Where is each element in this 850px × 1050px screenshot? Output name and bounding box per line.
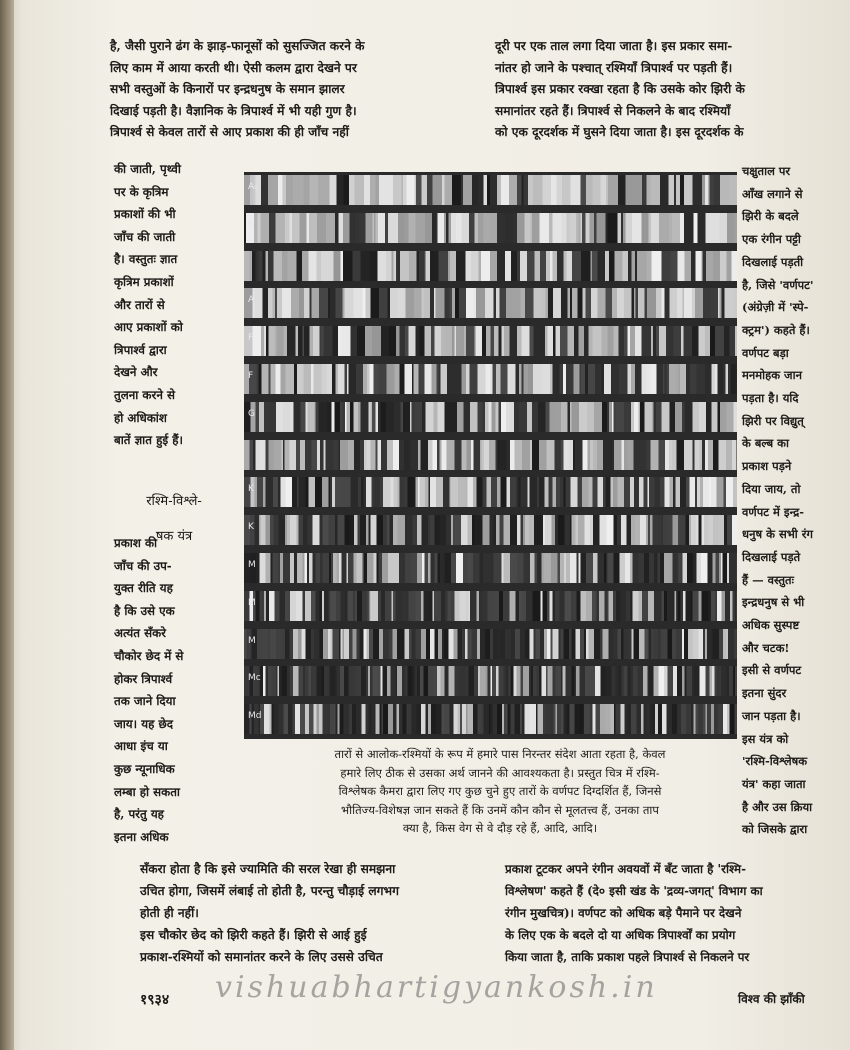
text-line: आए प्रकाशों को [114,320,183,335]
text-line: और चटक! [742,640,790,655]
bottom-right-paragraph [505,858,763,968]
spectrum-strip [244,326,737,356]
text-line: है, परंतु यह [114,807,164,822]
left-column-text [114,158,183,452]
text-line: त्रिपार्श्व इस प्रकार रक्खा रहता है कि उसके कोर झिरी के [495,82,745,96]
text-line: (अंग्रेज़ी में 'स्पे- [742,300,809,315]
text-line: लम्बा हो सकता [114,784,180,799]
text-line: इतना सुंदर [742,686,787,701]
text-line: आँख लगाने से [742,186,803,201]
text-line: प्रकाश-रश्मियों को समानांतर करने के लिए उससे उचित [140,950,383,964]
text-line: और तारों से [114,297,165,312]
text-line: लिए काम में आया करती थी। ऐसी कलम द्वारा देखने पर [110,60,357,75]
text-line: समानांतर रहते हैं। त्रिपार्श्व से निकलने के बाद रश्मियाँ [495,103,731,118]
spectrum-strip [244,477,737,507]
text-line: तक जाने दिया [114,694,176,709]
text-line: चक्षुताल पर [742,164,791,178]
spectrum-strip [244,553,737,583]
text-line: झिरी के बदले [742,209,799,224]
text-line: इन्द्रधनुष से भी [742,595,805,610]
caption-line: विश्लेषक कैमरा द्वारा लिए गए कुछ चुने हुए तारों के वर्णपट दिग्दर्शित हैं, जिनसे [338,784,662,798]
spectrum-label: K [248,522,254,532]
spectrum-label: A [248,295,255,305]
text-line: होकर त्रिपार्श्व [114,671,173,686]
text-line: जाँच की उप- [114,558,172,573]
text-line: के लिए एक के बदले दो या अधिक त्रिपार्श्वों का प्रयोग [505,928,736,942]
text-line: प्रकाश पड़ने [742,459,792,474]
text-line: हैं — वस्तुतः [742,572,794,587]
right-column-text [742,160,813,841]
spectrum-label: A₀ [248,182,258,192]
spectrum-strip [244,213,737,243]
text-line: बातें ज्ञात हुई हैं। [114,433,183,448]
text-line: प्रकाश की [114,536,158,550]
text-line: उचित होगा, जिसमें लंबाई तो होती है, परन्तु चौड़ाई लगभग [140,884,399,898]
text-line: तुलना करने से [114,387,175,402]
spectrum-label: F [248,371,254,381]
text-line: कृत्रिम प्रकाशों [114,274,174,289]
text-line: जान पड़ता है। [742,708,801,723]
text-line: सँकरा होता है कि इसे ज्यामिति की सरल रेखा ही समझना [140,862,396,876]
text-line: है और उस क्रिया [742,799,813,814]
text-line: यंत्र' कहा जाता [742,776,806,791]
spectrum-strip [244,288,737,318]
text-line: विश्लेषण' कहते हैं (दे० इसी खंड के 'द्रव्य-जगत्' विभाग का [505,884,763,898]
text-line: को एक दूरदर्शक में घुसने दिया जाता है। इस दूरदर्शक के [495,125,744,139]
text-line: वर्णपट में इन्द्र- [742,504,804,519]
text-line: अत्यंत सँकरे [114,626,166,641]
text-line: दिखलाई पड़ती [742,254,804,269]
text-line: कुछ न्यूनाधिक [114,761,175,776]
spectrum-strip [244,704,737,734]
text-line: के बल्ब का [742,436,789,451]
spectrum-label: M [248,636,256,646]
spectrum-label: G [248,409,255,419]
text-line: इसी से वर्णपट [742,663,802,678]
text-line: युक्त रीति यह [114,581,173,596]
text-line: इस यंत्र को [742,731,789,746]
text-line: झिरी पर विद्युत् [742,413,804,428]
caption-line: भौतिज्य-विशेषज्ञ जान सकते हैं कि उनमें कौन कौन से मूलतत्त्व हैं, उनका ताप [341,802,659,817]
text-line: धनुष के सभी रंग [742,527,813,542]
text-line: त्रिपार्श्व द्वारा [114,342,167,357]
text-line: देखने और [114,365,158,380]
spectrum-label: F [248,333,254,343]
text-line: जाय। यह छेद [114,716,173,731]
stellar-spectra-photograph [244,172,737,739]
spectrum-strip [244,666,737,696]
spectrum-label: M [248,598,256,608]
book-spine [0,0,14,1050]
text-line: होती ही नहीं। [140,906,199,920]
text-line: है कि उसे एक [114,603,175,618]
text-line: चौकोर छेद में से [114,648,184,663]
text-line: दिया जाय, तो [742,481,801,496]
spectrum-strip [244,515,737,545]
spectrum-label: M [248,560,256,570]
watermark: vishuabhartigyankosh.in [215,970,658,1005]
spectrum-strip [244,629,737,659]
spectrum-strip [244,402,737,432]
top-right-paragraph [495,36,745,144]
caption-line: क्या है, किस वेग से वे दौड़ रहे हैं, आदि, आदि। [402,821,598,835]
text-line: नांतर हो जाने के पश्चात् रश्मियाँ त्रिपार्श्व पर पड़ती हैं। [495,60,733,75]
spectrum-label: B [248,220,255,230]
text-line: किया जाता है, ताकि प्रकाश पहले त्रिपार्श्व से निकलने पर [505,950,750,964]
text-line: इस चौकोर छेद को झिरी कहते हैं। झिरी से आई हुई [140,928,367,942]
text-line: हो अधिकांश [114,410,167,425]
text-line: प्रकाशों की भी [114,207,176,222]
spectrum-strip [244,251,737,281]
caption-line: हमारे लिए ठीक से उसका अर्थ जानने की आवश्यकता है। प्रस्तुत चित्र में रश्मि- [340,765,660,780]
spectrum-strip [244,175,737,205]
text-line: प्रकाश टूटकर अपने रंगीन अवयवों में बँट जाता है 'रश्मि- [505,862,746,876]
text-line: है। वस्तुतः ज्ञात [114,252,178,267]
text-line: 'रश्मि-विश्लेषक [742,754,808,769]
spectrum-strip [244,440,737,470]
text-line: वर्णपट बड़ा [742,345,789,360]
text-line: है, जिसे 'वर्णपट' [742,277,814,292]
spectrum-label: Md [248,711,262,721]
text-line: त्रिपार्श्व से केवल तारों से आए प्रकाश की ही जाँच नहीं [110,125,349,139]
text-line: की जाती, पृथ्वी [114,162,181,176]
page-number: १९३४ [140,992,170,1008]
text-line: को जिसके द्वारा [742,822,808,837]
text-line: एक रंगीन पट्टी [742,232,801,247]
text-line: दिखाई पड़ती है। वैज्ञानिक के त्रिपार्श्व में भी यही गुण है। [110,103,357,118]
text-line: है, जैसी पुराने ढंग के झाड़-फानूसों को सुसज्जित करने के [110,39,365,53]
heading-line: षक यंत्र [155,529,193,544]
text-line: मनमोहक जान [742,368,802,383]
caption-line: तारों से आलोक-रश्मियों के रूप में हमारे पास निरन्तर संदेश आता रहता है, केवल [334,747,666,761]
text-line: पर के कृत्रिम [114,184,169,199]
text-line: अधिक सुस्पष्ट [742,618,800,633]
running-title: विश्व की झाँकी [738,992,805,1006]
text-line: सभी वस्तुओं के किनारों पर इन्द्रधनुष के समान झालर [110,82,345,96]
text-line: रंगीन मुखचित्र)। वर्णपट को अधिक बड़े पैमाने पर देखने [505,906,742,920]
text-line: इतना अधिक [114,829,169,844]
bottom-left-paragraph [140,858,399,968]
spectrum-label: K [248,484,254,494]
figure-caption [250,745,750,838]
heading-line: रश्मि-विश्ले- [146,494,202,509]
text-line: क्ट्रम') कहते हैं। [742,322,810,337]
text-line: दूरी पर एक ताल लगा दिया जाता है। इस प्रकार समा- [495,39,733,53]
top-left-paragraph [110,36,365,144]
text-line: आधा इंच या [114,739,168,754]
spectrum-strip [244,591,737,621]
text-line: दिखलाई पड़ते [742,549,801,564]
left-column-text-2 [114,532,183,848]
spectrum-label: Mc [248,673,261,683]
text-line: जाँच की जाती [114,229,176,244]
text-line: पड़ता है। यदि [742,391,799,406]
spectrum-strip [244,364,737,394]
